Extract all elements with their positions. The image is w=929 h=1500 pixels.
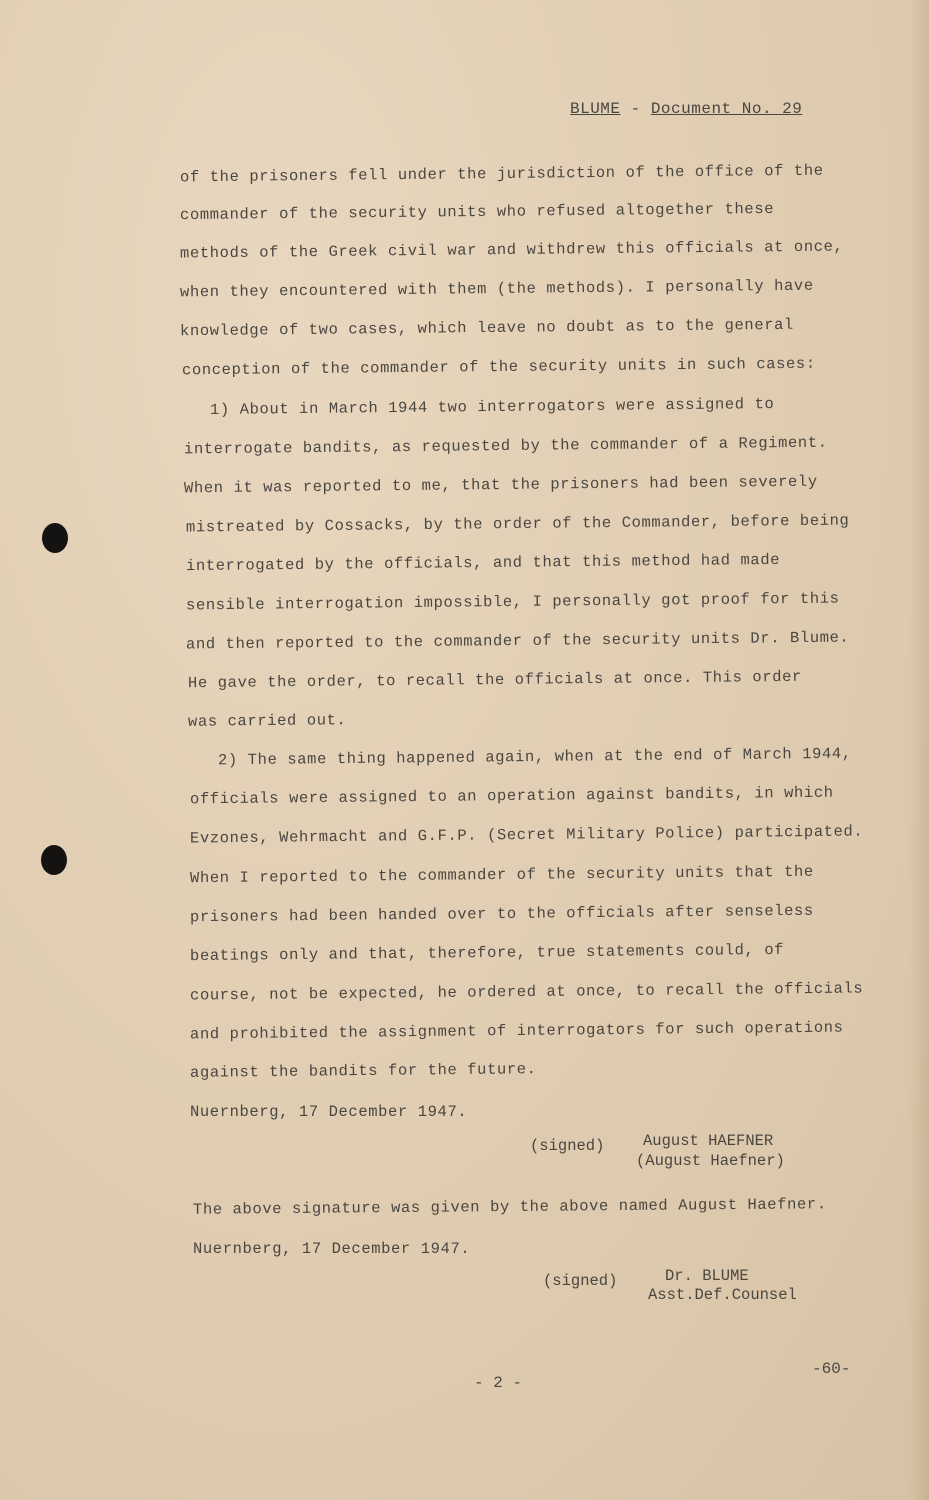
body-line: of the prisoners fell under the jurisdiction of the office of the bbox=[179, 161, 824, 187]
body-line: knowledge of two cases, which leave no doubt as to the general bbox=[179, 315, 794, 341]
header-prefix: BLUME bbox=[570, 100, 621, 118]
place-date-1: Nuernberg, 17 December 1947. bbox=[190, 1103, 468, 1121]
body-line: officials were assigned to an operation against bandits, in which bbox=[189, 783, 834, 809]
paper-edge-shadow bbox=[909, 0, 929, 1500]
body-line: commander of the security units who refused altogether these bbox=[179, 199, 775, 225]
body-line: methods of the Greek civil war and withdrew this officials at once, bbox=[179, 237, 844, 263]
body-line: interrogated by the officials, and that this method had made bbox=[185, 550, 781, 576]
body-line: sensible interrogation impossible, I personally got proof for this bbox=[185, 589, 840, 615]
body-line: prisoners had been handed over to the officials after senseless bbox=[189, 901, 814, 927]
signer-name-upper: August HAEFNER bbox=[643, 1132, 774, 1150]
body-line: was carried out. bbox=[187, 711, 347, 731]
body-line: When it was reported to me, that the prisoners had been severely bbox=[183, 472, 818, 498]
body-line: 2) The same thing happened again, when at the end of March 1944, bbox=[217, 744, 852, 770]
body-line: conception of the commander of the security units in such cases: bbox=[181, 354, 816, 380]
header-separator: - bbox=[620, 100, 651, 118]
page-number: - 2 - bbox=[474, 1374, 523, 1392]
counsel-name: Dr. BLUME bbox=[665, 1267, 749, 1285]
punch-hole-top bbox=[42, 523, 68, 553]
document-header bbox=[570, 100, 802, 118]
body-line: mistreated by Cossacks, by the order of the Commander, before being bbox=[185, 511, 850, 537]
body-line: beatings only and that, therefore, true statements could, of bbox=[189, 940, 785, 966]
body-line: He gave the order, to recall the officials at once. This order bbox=[187, 667, 802, 693]
header-document-number: Document No. 29 bbox=[650, 100, 803, 118]
place-date-2: Nuernberg, 17 December 1947. bbox=[193, 1240, 471, 1258]
signed-label-2: (signed) bbox=[543, 1272, 618, 1290]
body-line: Evzones, Wehrmacht and G.F.P. (Secret Military Police) participated. bbox=[189, 822, 864, 848]
body-line: course, not be expected, he ordered at once, to recall the officials bbox=[189, 979, 864, 1005]
signer-name-typed: (August Haefner) bbox=[636, 1152, 785, 1170]
counsel-title: Asst.Def.Counsel bbox=[648, 1286, 797, 1304]
body-line: and prohibited the assignment of interrogators for such operations bbox=[189, 1018, 844, 1044]
punch-hole-bottom bbox=[41, 845, 67, 875]
body-line: When I reported to the commander of the security units that the bbox=[189, 862, 814, 888]
attestation-line: The above signature was given by the above named August Haefner. bbox=[192, 1195, 827, 1219]
body-line: against the bandits for the future. bbox=[189, 1060, 537, 1082]
signed-label-1: (signed) bbox=[530, 1137, 605, 1155]
stamp-number: -60- bbox=[812, 1360, 851, 1378]
body-line: 1) About in March 1944 two interrogators were assigned to bbox=[209, 395, 775, 419]
body-line: when they encountered with them (the methods). I personally have bbox=[179, 276, 814, 302]
body-line: interrogate bandits, as requested by the commander of a Regiment. bbox=[183, 433, 828, 459]
body-line: and then reported to the commander of the security units Dr. Blume. bbox=[185, 628, 850, 654]
